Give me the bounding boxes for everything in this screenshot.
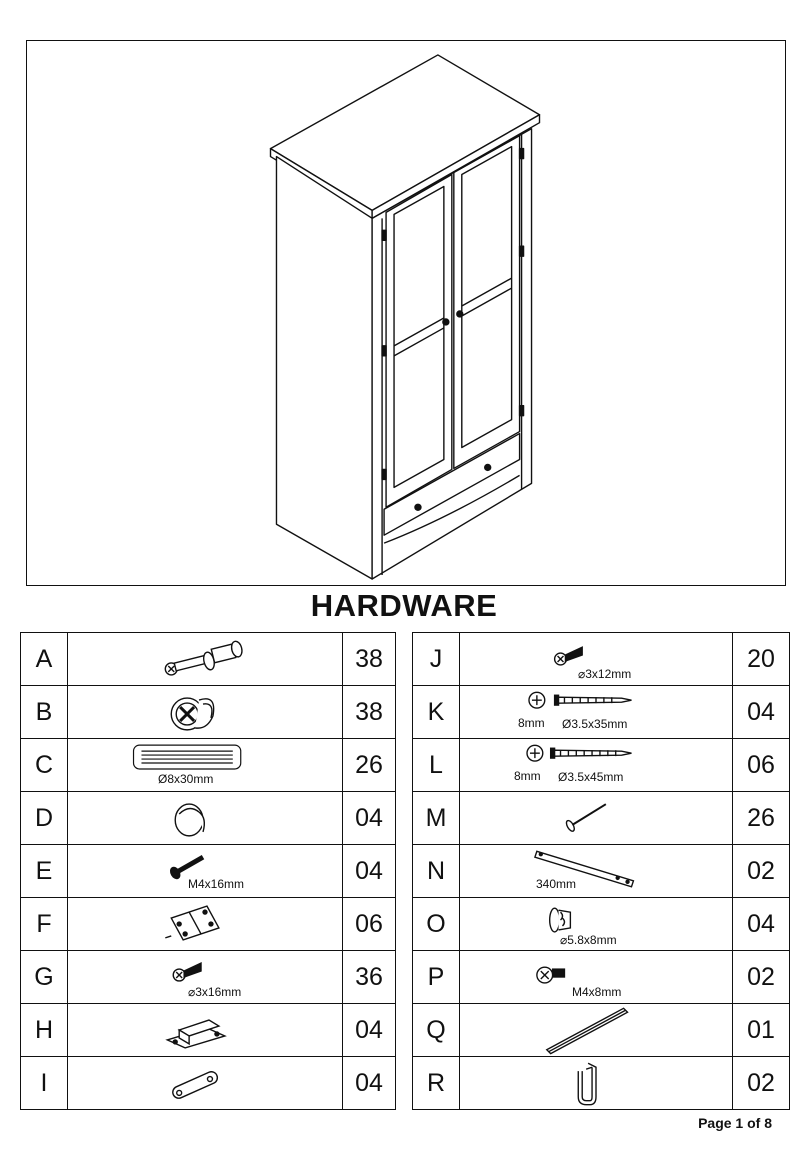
knob-icon bbox=[68, 792, 342, 844]
hardware-table-right bbox=[412, 632, 790, 1110]
hardware-table-left bbox=[20, 632, 396, 1110]
part-quantity: 01 bbox=[733, 1004, 790, 1057]
part-quantity: 06 bbox=[343, 898, 396, 951]
part-spec: ⌀3x12mm bbox=[578, 667, 632, 681]
table-row bbox=[413, 1057, 790, 1110]
part-letter: Q bbox=[413, 1004, 460, 1057]
page-number: Page 1 of 8 bbox=[698, 1115, 772, 1131]
table-row bbox=[413, 686, 790, 739]
part-picture bbox=[68, 686, 343, 739]
part-letter: I bbox=[21, 1057, 68, 1110]
table-row bbox=[413, 845, 790, 898]
part-letter: R bbox=[413, 1057, 460, 1110]
table-row bbox=[21, 1004, 396, 1057]
part-quantity: 04 bbox=[733, 898, 790, 951]
part-letter: O bbox=[413, 898, 460, 951]
table-row bbox=[413, 739, 790, 792]
part-picture bbox=[68, 739, 343, 792]
metal-bar-icon bbox=[460, 845, 732, 897]
part-picture bbox=[68, 898, 343, 951]
table-row bbox=[413, 1004, 790, 1057]
part-letter: P bbox=[413, 951, 460, 1004]
part-quantity: 26 bbox=[343, 739, 396, 792]
section-title: HARDWARE bbox=[310, 588, 498, 623]
part-picture bbox=[68, 845, 343, 898]
table-row bbox=[21, 1057, 396, 1110]
part-quantity: 04 bbox=[343, 845, 396, 898]
part-quantity: 02 bbox=[733, 845, 790, 898]
part-letter: D bbox=[21, 792, 68, 845]
part-quantity: 06 bbox=[733, 739, 790, 792]
part-quantity: 36 bbox=[343, 951, 396, 1004]
part-letter: A bbox=[21, 633, 68, 686]
part-picture bbox=[68, 951, 343, 1004]
part-spec: M4x16mm bbox=[188, 877, 245, 891]
cam-bolt-icon bbox=[68, 633, 342, 685]
part-quantity: 04 bbox=[343, 792, 396, 845]
table-row bbox=[21, 792, 396, 845]
part-spec: ⌀3x16mm bbox=[188, 985, 242, 999]
table-row bbox=[413, 633, 790, 686]
part-picture bbox=[460, 951, 733, 1004]
part-picture bbox=[460, 686, 733, 739]
table-row bbox=[21, 633, 396, 686]
part-quantity: 20 bbox=[733, 633, 790, 686]
part-letter: F bbox=[21, 898, 68, 951]
part-picture bbox=[460, 898, 733, 951]
part-letter: E bbox=[21, 845, 68, 898]
part-letter: C bbox=[21, 739, 68, 792]
part-spec: ⌀5.8x8mm bbox=[560, 933, 617, 947]
part-letter: L bbox=[413, 739, 460, 792]
hanging-rod-icon bbox=[460, 1004, 732, 1056]
part-picture bbox=[68, 1004, 343, 1057]
strike-plate-icon bbox=[68, 1057, 342, 1109]
part-letter: H bbox=[21, 1004, 68, 1057]
part-quantity: 02 bbox=[733, 951, 790, 1004]
part-letter: J bbox=[413, 633, 460, 686]
screw-head-size: 8mm bbox=[514, 769, 541, 783]
table-row bbox=[413, 951, 790, 1004]
rod-bracket-icon bbox=[460, 1057, 732, 1109]
part-spec: Ø3.5x35mm bbox=[562, 717, 628, 731]
cam-lock-icon bbox=[68, 686, 342, 738]
part-letter: M bbox=[413, 792, 460, 845]
part-picture bbox=[68, 633, 343, 686]
part-quantity: 04 bbox=[343, 1004, 396, 1057]
table-row bbox=[21, 845, 396, 898]
part-picture bbox=[460, 1004, 733, 1057]
magnetic-catch-icon bbox=[68, 1004, 342, 1056]
hinge-icon bbox=[68, 898, 342, 950]
part-quantity: 04 bbox=[733, 686, 790, 739]
part-quantity: 26 bbox=[733, 792, 790, 845]
part-picture bbox=[460, 845, 733, 898]
part-picture bbox=[460, 739, 733, 792]
part-picture bbox=[68, 1057, 343, 1110]
part-quantity: 02 bbox=[733, 1057, 790, 1110]
part-quantity: 04 bbox=[343, 1057, 396, 1110]
part-letter: G bbox=[21, 951, 68, 1004]
part-spec: 340mm bbox=[536, 877, 577, 891]
part-spec: M4x8mm bbox=[572, 985, 622, 999]
table-row bbox=[413, 792, 790, 845]
table-row bbox=[21, 686, 396, 739]
wardrobe-illustration bbox=[26, 40, 786, 586]
table-row bbox=[413, 898, 790, 951]
part-quantity: 38 bbox=[343, 686, 396, 739]
part-letter: K bbox=[413, 686, 460, 739]
part-letter: N bbox=[413, 845, 460, 898]
screw-head-size: 8mm bbox=[518, 716, 545, 730]
table-row bbox=[21, 739, 396, 792]
nail-icon bbox=[460, 792, 732, 844]
part-picture bbox=[460, 1057, 733, 1110]
part-spec: Ø8x30mm bbox=[158, 772, 214, 786]
part-letter: B bbox=[21, 686, 68, 739]
part-picture bbox=[460, 633, 733, 686]
part-picture bbox=[460, 792, 733, 845]
part-quantity: 38 bbox=[343, 633, 396, 686]
table-row bbox=[21, 951, 396, 1004]
part-picture bbox=[68, 792, 343, 845]
table-row bbox=[21, 898, 396, 951]
part-spec: Ø3.5x45mm bbox=[558, 770, 624, 784]
